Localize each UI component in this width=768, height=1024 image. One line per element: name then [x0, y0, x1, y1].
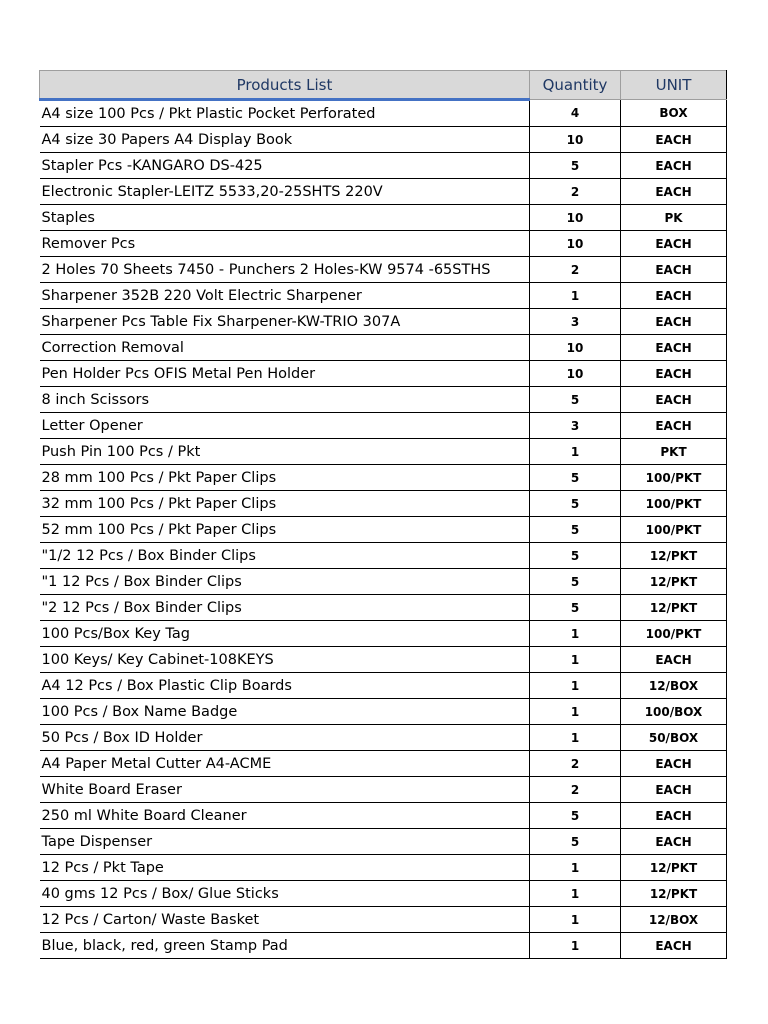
unit-cell[interactable]: EACH	[621, 153, 727, 179]
table-row	[40, 621, 727, 647]
quantity-cell[interactable]: 1	[530, 907, 621, 933]
table-row	[40, 933, 727, 959]
quantity-cell[interactable]: 5	[530, 153, 621, 179]
unit-cell[interactable]: EACH	[621, 231, 727, 257]
product-name-cell[interactable]: 100 Pcs / Box Name Badge	[40, 699, 530, 725]
table-row	[40, 569, 727, 595]
table-row	[40, 257, 727, 283]
quantity-cell[interactable]: 5	[530, 491, 621, 517]
quantity-cell[interactable]: 2	[530, 751, 621, 777]
quantity-cell[interactable]: 5	[530, 595, 621, 621]
unit-cell[interactable]: 100/BOX	[621, 699, 727, 725]
products-table	[39, 70, 727, 959]
unit-cell[interactable]: 100/PKT	[621, 621, 727, 647]
quantity-cell[interactable]: 5	[530, 569, 621, 595]
table-row	[40, 387, 727, 413]
quantity-cell[interactable]: 1	[530, 725, 621, 751]
product-name-cell[interactable]: Stapler Pcs -KANGARO DS-425	[40, 153, 530, 179]
unit-cell[interactable]: 100/PKT	[621, 465, 727, 491]
unit-cell[interactable]: EACH	[621, 777, 727, 803]
product-name-cell[interactable]: 2 Holes 70 Sheets 7450 - Punchers 2 Holes-KW 9574 -65STHS	[40, 257, 530, 283]
table-row	[40, 335, 727, 361]
product-name-cell[interactable]: Blue, black, red, green Stamp Pad	[40, 933, 530, 959]
table-row	[40, 231, 727, 257]
quantity-cell[interactable]: 4	[530, 100, 621, 127]
unit-cell[interactable]: EACH	[621, 127, 727, 153]
quantity-cell[interactable]: 5	[530, 543, 621, 569]
product-name-cell[interactable]: 8 inch Scissors	[40, 387, 530, 413]
unit-cell[interactable]: EACH	[621, 933, 727, 959]
unit-cell[interactable]: EACH	[621, 335, 727, 361]
unit-cell[interactable]: PK	[621, 205, 727, 231]
quantity-cell[interactable]: 5	[530, 803, 621, 829]
unit-cell[interactable]: 12/PKT	[621, 855, 727, 881]
unit-cell[interactable]: 100/PKT	[621, 491, 727, 517]
product-name-cell[interactable]: "1 12 Pcs / Box Binder Clips	[40, 569, 530, 595]
unit-cell[interactable]: 12/PKT	[621, 595, 727, 621]
product-name-cell[interactable]: Staples	[40, 205, 530, 231]
product-name-cell[interactable]: A4 12 Pcs / Box Plastic Clip Boards	[40, 673, 530, 699]
table-row	[40, 439, 727, 465]
quantity-cell[interactable]: 1	[530, 283, 621, 309]
header-row	[40, 71, 727, 100]
quantity-cell[interactable]: 2	[530, 257, 621, 283]
table-row	[40, 881, 727, 907]
table-row	[40, 725, 727, 751]
table-row	[40, 100, 727, 127]
product-name-cell[interactable]: Sharpener Pcs Table Fix Sharpener-KW-TRIO 307A	[40, 309, 530, 335]
quantity-cell[interactable]: 10	[530, 335, 621, 361]
unit-cell[interactable]: EACH	[621, 387, 727, 413]
quantity-cell[interactable]: 5	[530, 517, 621, 543]
table-row	[40, 153, 727, 179]
table-row	[40, 543, 727, 569]
table-row	[40, 361, 727, 387]
unit-cell[interactable]: EACH	[621, 361, 727, 387]
quantity-cell[interactable]: 3	[530, 309, 621, 335]
table-row	[40, 309, 727, 335]
unit-cell[interactable]: 100/PKT	[621, 517, 727, 543]
product-name-cell[interactable]: 100 Pcs/Box Key Tag	[40, 621, 530, 647]
table-row	[40, 829, 727, 855]
table-row	[40, 127, 727, 153]
header-products-list[interactable]: Products List	[40, 71, 530, 100]
product-name-cell[interactable]: "1/2 12 Pcs / Box Binder Clips	[40, 543, 530, 569]
products-sheet	[39, 70, 726, 959]
quantity-cell[interactable]: 1	[530, 647, 621, 673]
unit-cell[interactable]: 12/PKT	[621, 569, 727, 595]
table-header	[40, 71, 727, 100]
quantity-cell[interactable]: 5	[530, 829, 621, 855]
unit-cell[interactable]: EACH	[621, 751, 727, 777]
product-name-cell[interactable]: 32 mm 100 Pcs / Pkt Paper Clips	[40, 491, 530, 517]
table-row	[40, 179, 727, 205]
unit-cell[interactable]: 12/BOX	[621, 673, 727, 699]
quantity-cell[interactable]: 2	[530, 777, 621, 803]
unit-cell[interactable]: EACH	[621, 803, 727, 829]
product-name-cell[interactable]: 40 gms 12 Pcs / Box/ Glue Sticks	[40, 881, 530, 907]
unit-cell[interactable]: BOX	[621, 100, 727, 127]
table-row	[40, 907, 727, 933]
table-row	[40, 803, 727, 829]
quantity-cell[interactable]: 10	[530, 127, 621, 153]
product-name-cell[interactable]: Letter Opener	[40, 413, 530, 439]
quantity-cell[interactable]: 3	[530, 413, 621, 439]
table-row	[40, 699, 727, 725]
quantity-cell[interactable]: 5	[530, 387, 621, 413]
unit-cell[interactable]: 50/BOX	[621, 725, 727, 751]
table-row	[40, 647, 727, 673]
quantity-cell[interactable]: 1	[530, 933, 621, 959]
product-name-cell[interactable]: Correction Removal	[40, 335, 530, 361]
product-name-cell[interactable]: A4 size 30 Papers A4 Display Book	[40, 127, 530, 153]
product-name-cell[interactable]: 100 Keys/ Key Cabinet-108KEYS	[40, 647, 530, 673]
product-name-cell[interactable]: 28 mm 100 Pcs / Pkt Paper Clips	[40, 465, 530, 491]
quantity-cell[interactable]: 1	[530, 621, 621, 647]
table-row	[40, 517, 727, 543]
table-row	[40, 491, 727, 517]
unit-cell[interactable]: PKT	[621, 439, 727, 465]
product-name-cell[interactable]: Tape Dispenser	[40, 829, 530, 855]
quantity-cell[interactable]: 2	[530, 179, 621, 205]
unit-cell[interactable]: 12/BOX	[621, 907, 727, 933]
table-row	[40, 595, 727, 621]
quantity-cell[interactable]: 5	[530, 465, 621, 491]
product-name-cell[interactable]: Push Pin 100 Pcs / Pkt	[40, 439, 530, 465]
quantity-cell[interactable]: 1	[530, 699, 621, 725]
unit-cell[interactable]: EACH	[621, 647, 727, 673]
unit-cell[interactable]: EACH	[621, 829, 727, 855]
quantity-cell[interactable]: 1	[530, 439, 621, 465]
table-row	[40, 673, 727, 699]
table-body	[40, 100, 727, 959]
quantity-cell[interactable]: 10	[530, 231, 621, 257]
product-name-cell[interactable]: A4 Paper Metal Cutter A4-ACME	[40, 751, 530, 777]
product-name-cell[interactable]: A4 size 100 Pcs / Pkt Plastic Pocket Perforated	[40, 100, 530, 127]
quantity-cell[interactable]: 10	[530, 361, 621, 387]
unit-cell[interactable]: EACH	[621, 257, 727, 283]
unit-cell[interactable]: EACH	[621, 309, 727, 335]
table-row	[40, 205, 727, 231]
product-name-cell[interactable]: Sharpener 352B 220 Volt Electric Sharpener	[40, 283, 530, 309]
unit-cell[interactable]: EACH	[621, 179, 727, 205]
quantity-cell[interactable]: 1	[530, 881, 621, 907]
product-name-cell[interactable]: 50 Pcs / Box ID Holder	[40, 725, 530, 751]
unit-cell[interactable]: EACH	[621, 283, 727, 309]
unit-cell[interactable]: EACH	[621, 413, 727, 439]
product-name-cell[interactable]: 52 mm 100 Pcs / Pkt Paper Clips	[40, 517, 530, 543]
table-row	[40, 283, 727, 309]
table-row	[40, 751, 727, 777]
product-name-cell[interactable]: Remover Pcs	[40, 231, 530, 257]
product-name-cell[interactable]: 12 Pcs / Pkt Tape	[40, 855, 530, 881]
product-name-cell[interactable]: "2 12 Pcs / Box Binder Clips	[40, 595, 530, 621]
product-name-cell[interactable]: Electronic Stapler-LEITZ 5533,20-25SHTS 220V	[40, 179, 530, 205]
table-row	[40, 777, 727, 803]
unit-cell[interactable]: 12/PKT	[621, 881, 727, 907]
quantity-cell[interactable]: 1	[530, 855, 621, 881]
product-name-cell[interactable]: 12 Pcs / Carton/ Waste Basket	[40, 907, 530, 933]
table-row	[40, 855, 727, 881]
unit-cell[interactable]: 12/PKT	[621, 543, 727, 569]
header-quantity[interactable]: Quantity	[530, 71, 621, 100]
table-row	[40, 465, 727, 491]
quantity-cell[interactable]: 1	[530, 673, 621, 699]
header-unit[interactable]: UNIT	[621, 71, 727, 100]
table-row	[40, 413, 727, 439]
quantity-cell[interactable]: 10	[530, 205, 621, 231]
product-name-cell[interactable]: 250 ml White Board Cleaner	[40, 803, 530, 829]
product-name-cell[interactable]: White Board Eraser	[40, 777, 530, 803]
product-name-cell[interactable]: Pen Holder Pcs OFIS Metal Pen Holder	[40, 361, 530, 387]
